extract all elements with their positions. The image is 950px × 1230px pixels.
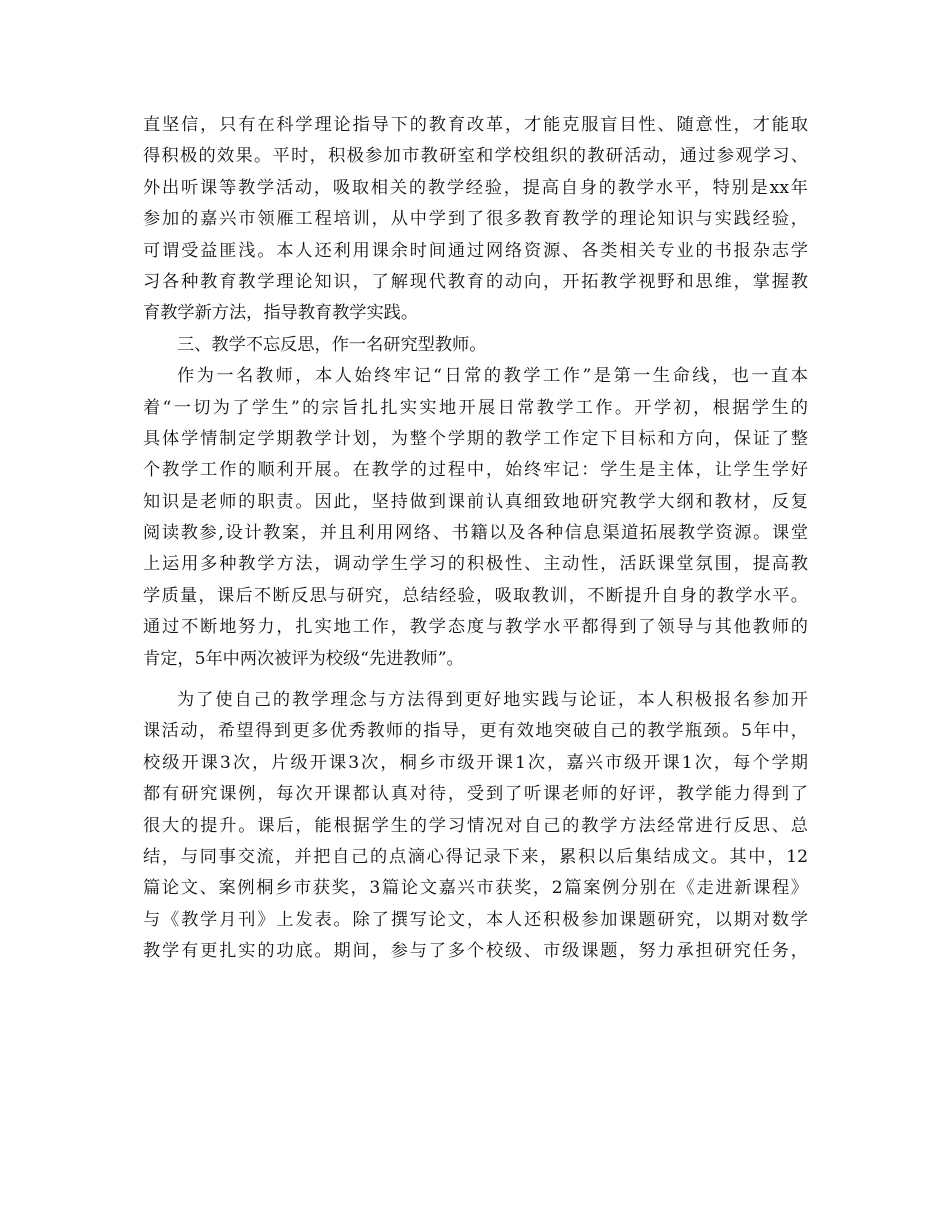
text-line: 知识是老师的职责。因此，坚持做到课前认真细致地研究教学大纲和教材，反复 <box>143 491 808 512</box>
paragraph-3 <box>143 361 808 675</box>
text-line: 可谓受益匪浅。本人还利用课余时间通过网络资源、各类相关专业的书报杂志学 <box>143 240 808 261</box>
text-line: 肯定，5年中两次被评为校级“先进教师”。 <box>143 648 464 669</box>
document-body <box>143 110 808 968</box>
section-heading <box>143 330 808 361</box>
text-line: 教学有更扎实的功底。期间，参与了多个校级、市级课题，努力承担研究任务， <box>143 941 808 962</box>
text-line: 与《教学月刊》上发表。除了撰写论文，本人还积极参加课题研究，以期对数学 <box>143 909 808 930</box>
text-line: 很大的提升。课后，能根据学生的学习情况对自己的教学方法经常进行反思、总 <box>143 815 808 836</box>
text-line: 外出听课等教学活动，吸取相关的教学经验，提高自身的教学水平，特别是xx年 <box>143 177 808 198</box>
paragraph-4 <box>143 685 808 968</box>
text-line: 都有研究课例，每次开课都认真对待，受到了听课老师的好评，教学能力得到了 <box>143 784 808 805</box>
text-line: 学质量，课后不断反思与研究，总结经验，吸取教训，不断提升自身的教学水平。 <box>143 585 808 606</box>
text-line: 习各种教育教学理论知识，了解现代教育的动向，开拓教学视野和思维，掌握教 <box>143 271 808 292</box>
text-line: 参加的嘉兴市领雁工程培训，从中学到了很多教育教学的理论知识与实践经验， <box>143 209 808 230</box>
text-line: 篇论文、案例桐乡市获奖，3篇论文嘉兴市获奖，2篇案例分别在《走进新课程》 <box>143 878 808 899</box>
text-line: 通过不断地努力，扎实地工作，教学态度与教学水平都得到了领导与其他教师的 <box>143 617 808 638</box>
text-line: 育教学新方法，指导教育教学实践。 <box>143 303 419 324</box>
text-line: 校级开课3次，片级开课3次，桐乡市级开课1次，嘉兴市级开课1次，每个学期 <box>143 752 808 773</box>
heading-line: 三、教学不忘反思，作一名研究型教师。 <box>177 334 487 355</box>
text-line: 直坚信，只有在科学理论指导下的教育改革，才能克服盲目性、随意性，才能取 <box>143 115 808 135</box>
text-line: 着“一切为了学生”的宗旨扎扎实实地开展日常教学工作。开学初，根据学生的 <box>143 397 808 418</box>
text-line: 上运用多种教学方法，调动学生学习的积极性、主动性，活跃课堂氛围，提高教 <box>143 554 808 575</box>
text-line: 得积极的效果。平时，积极参加市教研室和学校组织的教研活动，通过参观学习、 <box>143 146 808 167</box>
text-line: 个教学工作的顺利开展。在教学的过程中，始终牢记：学生是主体，让学生学好 <box>143 460 808 481</box>
text-line: 作为一名教师，本人始终牢记“日常的教学工作”是第一生命线，也一直本 <box>177 366 808 387</box>
paragraph-1 <box>143 110 808 330</box>
text-line: 为了使自己的教学理念与方法得到更好地实践与论证，本人积极报名参加开 <box>177 690 808 711</box>
text-line: 阅读教参,设计教案，并且利用网络、书籍以及各种信息渠道拓展教学资源。课堂 <box>143 523 808 544</box>
text-line: 课活动，希望得到更多优秀教师的指导，更有效地突破自己的教学瓶颈。5年中， <box>143 721 808 742</box>
text-line: 结，与同事交流，并把自己的点滴心得记录下来，累积以后集结成文。其中，12 <box>143 846 808 867</box>
text-line: 具体学情制定学期教学计划，为整个学期的教学工作定下目标和方向，保证了整 <box>143 428 808 449</box>
